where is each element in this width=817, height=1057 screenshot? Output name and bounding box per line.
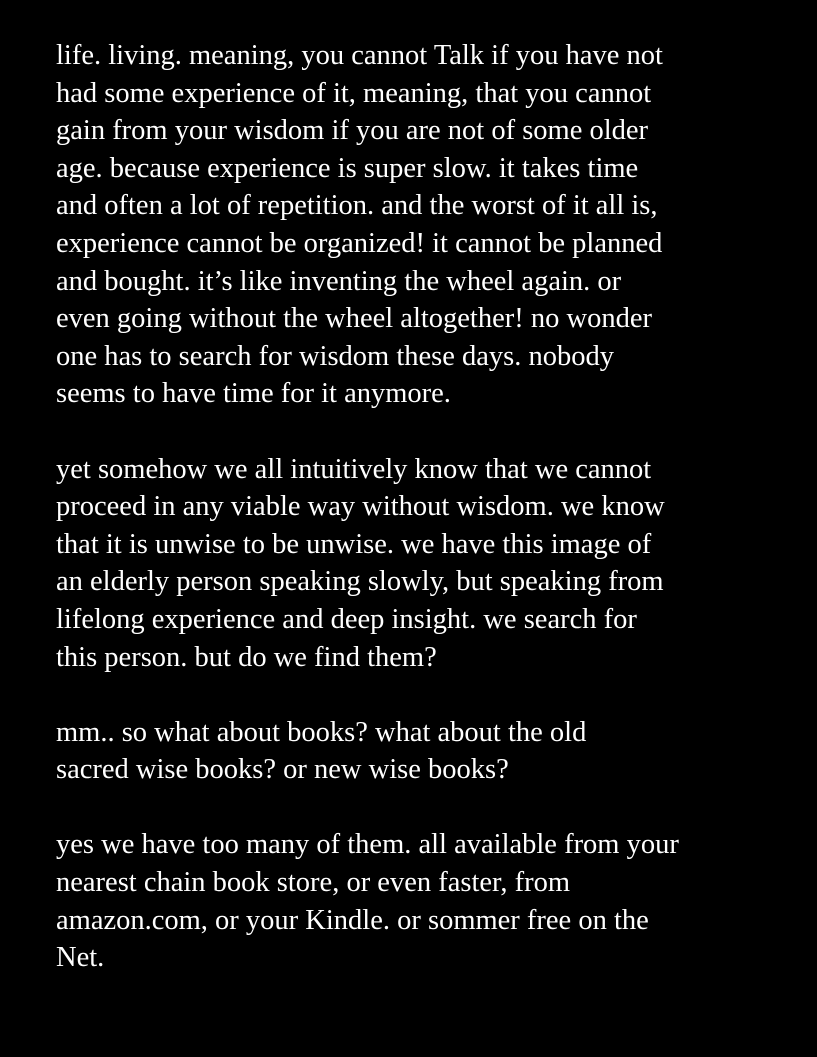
text-line: nearest chain book store, or even faster, from <box>56 867 571 899</box>
text-line: and often a lot of repetition. and the worst of it all is, <box>56 190 658 222</box>
text-line: experience cannot be organized! it cannot be planned <box>56 227 663 259</box>
text-line: had some experience of it, meaning, that you cannot <box>56 77 652 109</box>
text-line: that it is unwise to be unwise. we have this image of <box>56 528 652 560</box>
text-line: amazon.com, or your Kindle. or sommer free on the <box>56 904 649 936</box>
text-line: gain from your wisdom if you are not of some older <box>56 115 649 147</box>
text-line: sacred wise books? or new wise books? <box>56 754 509 786</box>
text-line: seems to have time for it anymore. <box>56 378 451 410</box>
text-line: and bought. it’s like inventing the wheel again. or <box>56 265 622 297</box>
text-line: proceed in any viable way without wisdom. we know <box>56 491 665 523</box>
paragraph-3 <box>56 714 801 789</box>
text-line: an elderly person speaking slowly, but speaking from <box>56 566 664 598</box>
paragraph-4 <box>56 826 801 976</box>
text-line: this person. but do we find them? <box>56 641 437 673</box>
text-line: mm.. so what about books? what about the old <box>56 716 587 748</box>
text-line: Net. <box>56 942 105 974</box>
text-line: life. living. meaning, you cannot Talk if you have not <box>56 40 663 71</box>
text-line: yes we have too many of them. all available from your <box>56 829 679 861</box>
document-body <box>56 37 801 977</box>
text-line: one has to search for wisdom these days. nobody <box>56 340 615 372</box>
text-line: yet somehow we all intuitively know that we cannot <box>56 453 652 485</box>
text-line: lifelong experience and deep insight. we search for <box>56 603 637 635</box>
text-line: even going without the wheel altogether! no wonder <box>56 303 652 335</box>
paragraph-2 <box>56 451 801 677</box>
paragraph-1 <box>56 37 801 413</box>
text-line: age. because experience is super slow. it takes time <box>56 152 639 184</box>
